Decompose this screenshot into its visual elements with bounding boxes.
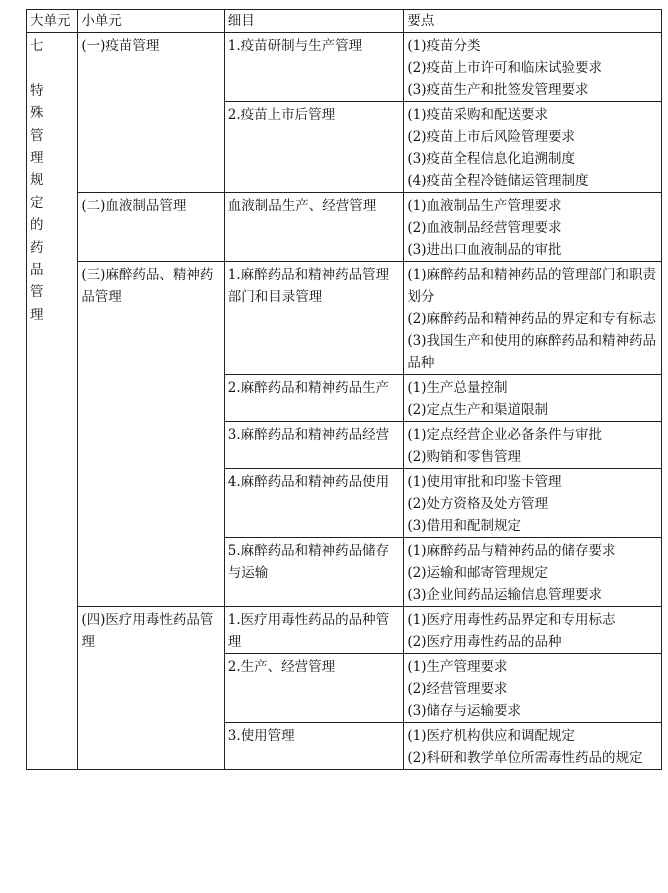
points-cell	[404, 469, 662, 538]
point-item: (3)疫苗生产和批签发管理要求	[407, 82, 589, 98]
point-item: (1)疫苗分类	[407, 38, 481, 54]
subunit-cell: (二)血液制品管理	[78, 193, 224, 262]
detail-cell: 2.疫苗上市后管理	[224, 102, 404, 193]
detail-cell: 1.疫苗研制与生产管理	[224, 33, 404, 102]
header-detail: 细目	[224, 10, 404, 33]
table-row	[27, 262, 662, 375]
point-item: (2)医疗用毒性药品的品种	[407, 634, 562, 650]
point-item: (1)医疗用毒性药品界定和专用标志	[407, 612, 616, 628]
table-body	[27, 33, 662, 770]
point-item: (1)生产总量控制	[407, 380, 508, 396]
points-cell	[404, 607, 662, 654]
points-list	[407, 540, 658, 606]
points-list	[407, 424, 658, 468]
point-item: (4)疫苗全程冷链储运管理制度	[407, 173, 589, 189]
point-item: (3)企业间药品运输信息管理要求	[407, 587, 602, 603]
detail-cell: 2.生产、经营管理	[224, 654, 404, 723]
table-row	[27, 607, 662, 654]
point-item: (3)储存与运输要求	[407, 703, 521, 719]
points-list	[407, 104, 658, 192]
header-unit: 大单元	[27, 10, 78, 33]
detail-cell: 2.麻醉药品和精神药品生产	[224, 375, 404, 422]
point-item: (3)借用和配制规定	[407, 518, 521, 534]
subunit-cell: (三)麻醉药品、精神药品管理	[78, 262, 224, 607]
points-cell	[404, 375, 662, 422]
point-item: (1)麻醉药品与精神药品的储存要求	[407, 543, 616, 559]
header-subunit: 小单元	[78, 10, 224, 33]
point-item: (2)麻醉药品和精神药品的界定和专有标志	[407, 311, 656, 327]
point-item: (2)处方资格及处方管理	[407, 496, 548, 512]
points-cell	[404, 422, 662, 469]
points-list	[407, 725, 658, 769]
point-item: (2)运输和邮寄管理规定	[407, 565, 548, 581]
points-list	[407, 264, 658, 374]
point-item: (3)疫苗全程信息化追溯制度	[407, 151, 575, 167]
detail-cell: 3.麻醉药品和精神药品经营	[224, 422, 404, 469]
points-cell	[404, 538, 662, 607]
points-list	[407, 609, 658, 653]
syllabus-table	[26, 9, 662, 770]
detail-cell: 5.麻醉药品和精神药品储存与运输	[224, 538, 404, 607]
table-row	[27, 193, 662, 262]
detail-cell: 3.使用管理	[224, 723, 404, 770]
point-item: (1)疫苗采购和配送要求	[407, 107, 548, 123]
unit-cell: 七 特 殊 管 理 规 定 的 药 品 管 理	[27, 33, 78, 770]
point-item: (1)使用审批和印鉴卡管理	[407, 474, 562, 490]
points-list	[407, 377, 658, 421]
point-item: (2)科研和教学单位所需毒性药品的规定	[407, 750, 643, 766]
detail-cell: 1.麻醉药品和精神药品管理部门和目录管理	[224, 262, 404, 375]
points-cell	[404, 723, 662, 770]
point-item: (3)我国生产和使用的麻醉药品和精神药品品种	[407, 333, 656, 371]
point-item: (1)生产管理要求	[407, 659, 508, 675]
point-item: (2)经营管理要求	[407, 681, 508, 697]
header-points: 要点	[404, 10, 662, 33]
table-header	[27, 10, 662, 33]
subunit-cell: (一)疫苗管理	[78, 33, 224, 193]
detail-cell: 1.医疗用毒性药品的品种管理	[224, 607, 404, 654]
point-item: (2)购销和零售管理	[407, 449, 521, 465]
table-row	[27, 33, 662, 102]
point-item: (2)疫苗上市许可和临床试验要求	[407, 60, 602, 76]
points-list	[407, 195, 658, 261]
points-list	[407, 471, 658, 537]
points-cell	[404, 102, 662, 193]
point-item: (2)疫苗上市后风险管理要求	[407, 129, 575, 145]
point-item: (1)麻醉药品和精神药品的管理部门和职责划分	[407, 267, 656, 305]
point-item: (1)血液制品生产管理要求	[407, 198, 562, 214]
points-cell	[404, 262, 662, 375]
points-cell	[404, 33, 662, 102]
points-list	[407, 656, 658, 722]
detail-cell: 血液制品生产、经营管理	[224, 193, 404, 262]
header-row	[27, 10, 662, 33]
point-item: (1)定点经营企业必备条件与审批	[407, 427, 602, 443]
points-cell	[404, 654, 662, 723]
point-item: (3)进出口血液制品的审批	[407, 242, 562, 258]
detail-cell: 4.麻醉药品和精神药品使用	[224, 469, 404, 538]
point-item: (2)血液制品经营管理要求	[407, 220, 562, 236]
point-item: (2)定点生产和渠道限制	[407, 402, 548, 418]
subunit-cell: (四)医疗用毒性药品管理	[78, 607, 224, 770]
points-cell	[404, 193, 662, 262]
point-item: (1)医疗机构供应和调配规定	[407, 728, 575, 744]
points-list	[407, 35, 658, 101]
